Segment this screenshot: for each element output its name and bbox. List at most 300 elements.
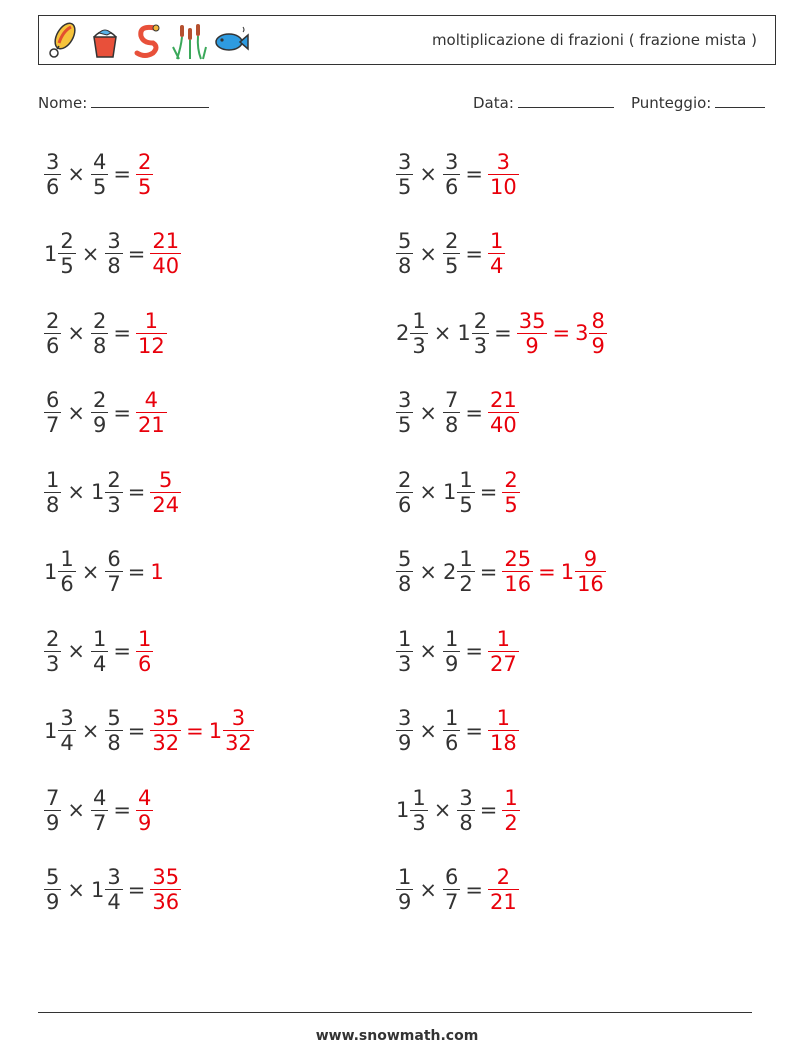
equals-sign: =: [465, 241, 483, 266]
problem-item: [396, 462, 520, 522]
factor-fraction: [45, 786, 60, 835]
factor-numerator: 3: [398, 388, 412, 412]
factor-number: [44, 627, 61, 676]
answer-number: [150, 229, 181, 278]
factor-denominator: 8: [398, 572, 412, 596]
problem-item: [44, 780, 153, 840]
problem-item: [44, 860, 181, 920]
answer-denominator: 21: [489, 890, 517, 914]
answer-denominator: 16: [577, 572, 604, 596]
factor-denominator: 8: [398, 254, 412, 278]
factor-numerator: 1: [398, 626, 412, 651]
answer-numerator: 1: [496, 626, 511, 651]
factor-number: [457, 786, 474, 835]
factor-fraction: [45, 627, 60, 676]
factor-numerator: 1: [46, 467, 60, 492]
factor-fraction: [92, 309, 107, 358]
factor-number: [91, 309, 108, 358]
factor-denominator: 7: [444, 890, 459, 914]
equals-sign: =: [465, 639, 483, 663]
factor-denominator: 4: [107, 890, 121, 914]
factor-numerator: 1: [412, 308, 426, 333]
factor-fraction: [106, 229, 121, 278]
times-sign: ×: [67, 639, 85, 663]
factor-denominator: 5: [92, 174, 107, 199]
answer-fraction: [489, 388, 518, 437]
factor-denominator: 3: [412, 810, 426, 835]
answer-denominator: 36: [152, 890, 180, 914]
answer-denominator: 40: [489, 413, 517, 437]
answer-number: [488, 229, 505, 278]
answer: [150, 865, 181, 914]
factor-numerator: 5: [398, 547, 412, 571]
answer-numerator: 1: [504, 785, 518, 810]
name-field[interactable]: [38, 93, 209, 112]
factor-denominator: 7: [92, 810, 107, 835]
answer-fraction: [137, 388, 166, 437]
answer-fraction: [151, 229, 180, 278]
factor-number: [396, 706, 413, 755]
factor-fraction: [397, 229, 412, 278]
factor-fraction: [444, 388, 459, 437]
factor-whole: 1: [44, 559, 58, 584]
factor-numerator: 3: [398, 149, 412, 174]
factor-fraction: [45, 309, 60, 358]
equals-sign: =: [113, 798, 131, 822]
factor-fraction: [397, 468, 412, 517]
factor-numerator: 6: [46, 388, 60, 412]
factor-number: [443, 865, 460, 914]
problem-item: [44, 383, 167, 443]
answer-denominator: 5: [504, 492, 518, 517]
worksheet-header: [38, 15, 776, 65]
factor-number: [91, 627, 108, 676]
factor-whole: 2: [442, 559, 457, 584]
factor-fraction: [45, 150, 60, 199]
answer-equals-sign: =: [538, 559, 556, 584]
times-sign: ×: [81, 718, 100, 743]
equals-sign: =: [127, 718, 146, 743]
answer: [502, 786, 519, 835]
factor-denominator: 6: [444, 174, 459, 199]
answer-numerator: 4: [137, 785, 152, 810]
answer: [136, 150, 153, 199]
factor-fraction: [411, 786, 426, 835]
equals-sign: =: [494, 321, 512, 345]
date-label: Data:: [473, 94, 514, 112]
answer-numerator: 8: [591, 308, 605, 333]
equals-sign: =: [127, 559, 146, 584]
factor-denominator: 6: [444, 731, 459, 755]
factor-whole: 1: [44, 241, 58, 266]
answer-denominator: 18: [489, 731, 517, 755]
factor-numerator: 5: [398, 229, 412, 253]
factor-denominator: 9: [398, 890, 412, 914]
answer: [150, 229, 181, 278]
factor-numerator: 7: [46, 785, 60, 810]
answer-denominator: 5: [137, 174, 152, 199]
answer-numerator: 35: [152, 706, 180, 730]
answer-denominator: 40: [152, 254, 180, 278]
answer-fraction: [489, 706, 518, 755]
footer-url[interactable]: www.snowmath.com: [315, 1028, 479, 1044]
answer-number: [561, 547, 606, 596]
answer-number: [150, 560, 164, 584]
equals-sign: =: [127, 480, 146, 504]
answer-number: [209, 706, 254, 755]
factor-number: [396, 865, 413, 914]
factor-denominator: 6: [46, 333, 60, 358]
factor-number: [396, 388, 413, 437]
answer-numerator: 3: [231, 706, 246, 730]
answer-fraction: [151, 865, 180, 914]
factor-numerator: 3: [107, 229, 121, 253]
answer-numerator: 2: [137, 149, 152, 174]
problem-item: [44, 542, 165, 602]
factor-number: [457, 309, 489, 358]
answer-numerator: 1: [496, 706, 511, 730]
answer-denominator: 32: [152, 731, 180, 755]
times-sign: ×: [419, 718, 437, 743]
answer-number: [575, 309, 607, 358]
problem-item: [396, 542, 606, 602]
answer-fraction: [489, 229, 504, 278]
factor-denominator: 3: [412, 333, 426, 358]
problem-item: [44, 621, 153, 681]
answer-number: [150, 865, 181, 914]
factor-fraction: [444, 627, 459, 676]
problem-item: [396, 224, 505, 284]
factor-numerator: 7: [444, 388, 459, 412]
answer-numerator: 25: [504, 547, 532, 571]
factor-numerator: 2: [444, 229, 459, 253]
factor-number: [443, 150, 460, 199]
times-sign: ×: [67, 877, 85, 902]
problem-item: [396, 621, 519, 681]
equals-sign: =: [479, 559, 498, 584]
factor-denominator: 9: [92, 413, 107, 437]
answer-fraction: [151, 706, 180, 755]
factor-fraction: [397, 547, 412, 596]
times-sign: ×: [67, 321, 85, 345]
answer-numerator: 2: [496, 865, 511, 889]
factor-numerator: 1: [92, 626, 107, 651]
answer-fraction: [489, 627, 518, 676]
factor-fraction: [92, 627, 107, 676]
factor-fraction: [411, 309, 426, 358]
factor-number: [443, 627, 460, 676]
factor-fraction: [444, 865, 459, 914]
factor-numerator: 4: [92, 149, 107, 174]
factor-fraction: [458, 468, 473, 517]
answer: [136, 627, 153, 676]
answer-denominator: 9: [137, 810, 152, 835]
times-sign: ×: [419, 559, 437, 584]
answer-number: [150, 468, 181, 517]
factor-numerator: 1: [60, 547, 74, 571]
answer-fraction: [137, 627, 152, 676]
factor-numerator: 2: [92, 388, 107, 412]
answer-whole: 1: [208, 718, 223, 743]
answer-numerator: 1: [144, 308, 159, 333]
answer: [136, 309, 167, 358]
answer-denominator: 24: [152, 492, 180, 517]
factor-fraction: [444, 229, 459, 278]
answer-whole: 3: [575, 321, 589, 345]
problem-item: [44, 462, 181, 522]
equals-sign: =: [465, 162, 483, 186]
factor-fraction: [458, 547, 473, 596]
factor-number: [396, 786, 428, 835]
factor-fraction: [92, 150, 107, 199]
equals-sign: =: [465, 877, 483, 902]
answer: [502, 468, 519, 517]
answer-denominator: 9: [591, 333, 605, 358]
answer-number: [136, 309, 167, 358]
factor-numerator: 2: [107, 467, 121, 492]
factor-whole: 1: [90, 480, 105, 504]
score-label: Punteggio:: [631, 94, 712, 112]
problem-item: [44, 701, 254, 761]
footer-divider: [38, 1012, 752, 1013]
factor-numerator: 3: [46, 149, 60, 174]
name-blank[interactable]: [91, 93, 209, 108]
factor-numerator: 1: [459, 467, 473, 492]
factor-fraction: [59, 229, 74, 278]
times-sign: ×: [419, 480, 437, 504]
date-blank[interactable]: [518, 93, 614, 108]
factor-denominator: 6: [398, 492, 412, 517]
factor-whole: 1: [90, 877, 105, 902]
worksheet-title: moltiplicazione di frazioni ( frazione mista ): [431, 31, 757, 49]
problem-item: [396, 303, 607, 363]
date-field[interactable]: [473, 93, 614, 112]
factor-numerator: 3: [60, 706, 74, 730]
equals-sign: =: [127, 877, 146, 902]
times-sign: ×: [67, 400, 85, 425]
factor-numerator: 1: [444, 626, 459, 651]
answer-number: [488, 627, 519, 676]
equals-sign: =: [113, 321, 131, 345]
problem-item: [44, 224, 181, 284]
answer-denominator: 12: [137, 333, 165, 358]
factor-denominator: 9: [46, 890, 60, 914]
times-sign: ×: [67, 798, 85, 822]
factor-number: [105, 706, 122, 755]
factor-numerator: 2: [46, 308, 60, 333]
cattail-icon: [171, 21, 207, 61]
factor-fraction: [59, 547, 74, 596]
factor-denominator: 6: [46, 174, 60, 199]
fish-icon: [213, 21, 249, 61]
factor-denominator: 3: [398, 651, 412, 676]
answer-denominator: 27: [489, 651, 517, 676]
factor-fraction: [397, 706, 412, 755]
answer-number: [488, 388, 519, 437]
factor-numerator: 6: [444, 865, 459, 889]
factor-number: [105, 547, 122, 596]
problem-item: [396, 860, 519, 920]
factor-numerator: 2: [92, 308, 107, 333]
answer: [150, 560, 164, 584]
factor-denominator: 8: [107, 731, 121, 755]
factor-number: [91, 865, 123, 914]
answer-numerator: 1: [489, 229, 504, 253]
header-icons: [45, 21, 249, 61]
factor-number: [91, 786, 108, 835]
answer-fraction: [503, 547, 532, 596]
equals-sign: =: [479, 480, 498, 504]
factor-fraction: [397, 865, 412, 914]
answer-numerator: 35: [152, 865, 180, 889]
factor-number: [91, 468, 123, 517]
answer-number: [136, 150, 153, 199]
factor-numerator: 2: [60, 229, 74, 253]
answer-denominator: 2: [504, 810, 518, 835]
times-sign: ×: [81, 559, 100, 584]
factor-number: [44, 388, 61, 437]
answer: [488, 865, 519, 914]
factor-denominator: 9: [398, 731, 412, 755]
factor-fraction: [45, 468, 60, 517]
name-label: Nome:: [38, 94, 88, 112]
answer-fraction: [503, 786, 518, 835]
answer-denominator: 6: [137, 651, 152, 676]
answer-denominator: 4: [489, 254, 504, 278]
factor-numerator: 1: [459, 547, 473, 571]
factor-denominator: 8: [46, 492, 60, 517]
answer: [488, 706, 519, 755]
factor-fraction: [106, 865, 121, 914]
factor-number: [443, 706, 460, 755]
times-sign: ×: [419, 162, 437, 186]
problem-item: [396, 780, 520, 840]
fishing-lure-icon: [45, 21, 81, 61]
score-blank[interactable]: [715, 93, 765, 108]
times-sign: ×: [81, 241, 100, 266]
factor-fraction: [473, 309, 488, 358]
factor-denominator: 5: [398, 413, 412, 437]
answer-fraction: [151, 468, 180, 517]
equals-sign: =: [113, 162, 131, 186]
answer-numerator: 5: [159, 467, 173, 492]
factor-numerator: 5: [107, 706, 121, 730]
factor-fraction: [397, 150, 412, 199]
factor-number: [44, 468, 61, 517]
answer: [150, 468, 181, 517]
factor-denominator: 5: [60, 254, 74, 278]
answer-denominator: 21: [137, 413, 165, 437]
answer-number: [502, 786, 519, 835]
factor-fraction: [92, 786, 107, 835]
answer-numerator: 3: [496, 149, 511, 174]
answer: [488, 150, 519, 199]
factor-numerator: 2: [46, 626, 60, 651]
answer-whole: 1: [560, 559, 575, 584]
answer: [488, 229, 505, 278]
factor-denominator: 7: [107, 572, 121, 596]
factor-denominator: 5: [459, 492, 473, 517]
factor-number: [443, 229, 460, 278]
answer-fraction: [137, 150, 152, 199]
answer: [150, 706, 253, 755]
score-field[interactable]: [631, 93, 765, 112]
answer-numerator: 2: [504, 467, 518, 492]
answer-number: [517, 309, 548, 358]
problem-item: [396, 383, 519, 443]
factor-denominator: 2: [459, 572, 473, 596]
factor-numerator: 6: [107, 547, 121, 571]
factor-fraction: [92, 388, 107, 437]
factor-fraction: [444, 706, 459, 755]
factor-number: [443, 468, 475, 517]
factor-denominator: 8: [92, 333, 107, 358]
answer-number: [150, 706, 181, 755]
answer-number: [136, 627, 153, 676]
answer-number: [502, 547, 533, 596]
factor-number: [91, 150, 108, 199]
factor-denominator: 9: [46, 810, 60, 835]
factor-whole: 1: [457, 321, 471, 345]
times-sign: ×: [67, 480, 85, 504]
answer: [502, 547, 605, 596]
factor-number: [396, 229, 413, 278]
answer-numerator: 21: [489, 388, 517, 412]
equals-sign: =: [465, 718, 483, 743]
factor-denominator: 5: [398, 174, 412, 199]
factor-fraction: [397, 627, 412, 676]
factor-number: [44, 865, 61, 914]
factor-fraction: [45, 865, 60, 914]
answer-denominator: 32: [225, 731, 252, 755]
problem-item: [44, 144, 153, 204]
factor-whole: 1: [396, 798, 410, 822]
answer-fraction: [224, 706, 253, 755]
factor-numerator: 3: [444, 149, 459, 174]
answer-fraction: [137, 309, 166, 358]
factor-number: [91, 388, 108, 437]
bucket-icon: [87, 21, 123, 61]
answer-fraction: [489, 150, 518, 199]
problem-item: [396, 701, 519, 761]
answer: [517, 309, 607, 358]
problem-item: [396, 144, 519, 204]
factor-number: [443, 388, 460, 437]
answer-numerator: 21: [152, 229, 180, 253]
times-sign: ×: [419, 241, 437, 266]
factor-number: [396, 150, 413, 199]
answer-number: [488, 150, 519, 199]
times-sign: ×: [419, 400, 437, 425]
times-sign: ×: [67, 162, 85, 186]
equals-sign: =: [127, 241, 146, 266]
answer-fraction: [503, 468, 518, 517]
times-sign: ×: [419, 877, 437, 902]
answer-denominator: 9: [517, 333, 548, 358]
factor-fraction: [106, 706, 121, 755]
factor-numerator: 3: [459, 785, 473, 810]
problem-item: [44, 303, 167, 363]
factor-denominator: 4: [60, 731, 74, 755]
answer-numerator: 4: [144, 388, 159, 412]
answer-numerator: 35: [518, 308, 546, 333]
answer-fraction: [137, 786, 152, 835]
times-sign: ×: [433, 798, 452, 822]
factor-fraction: [397, 388, 412, 437]
factor-numerator: 1: [444, 706, 459, 730]
factor-fraction: [106, 547, 121, 596]
factor-number: [396, 309, 428, 358]
